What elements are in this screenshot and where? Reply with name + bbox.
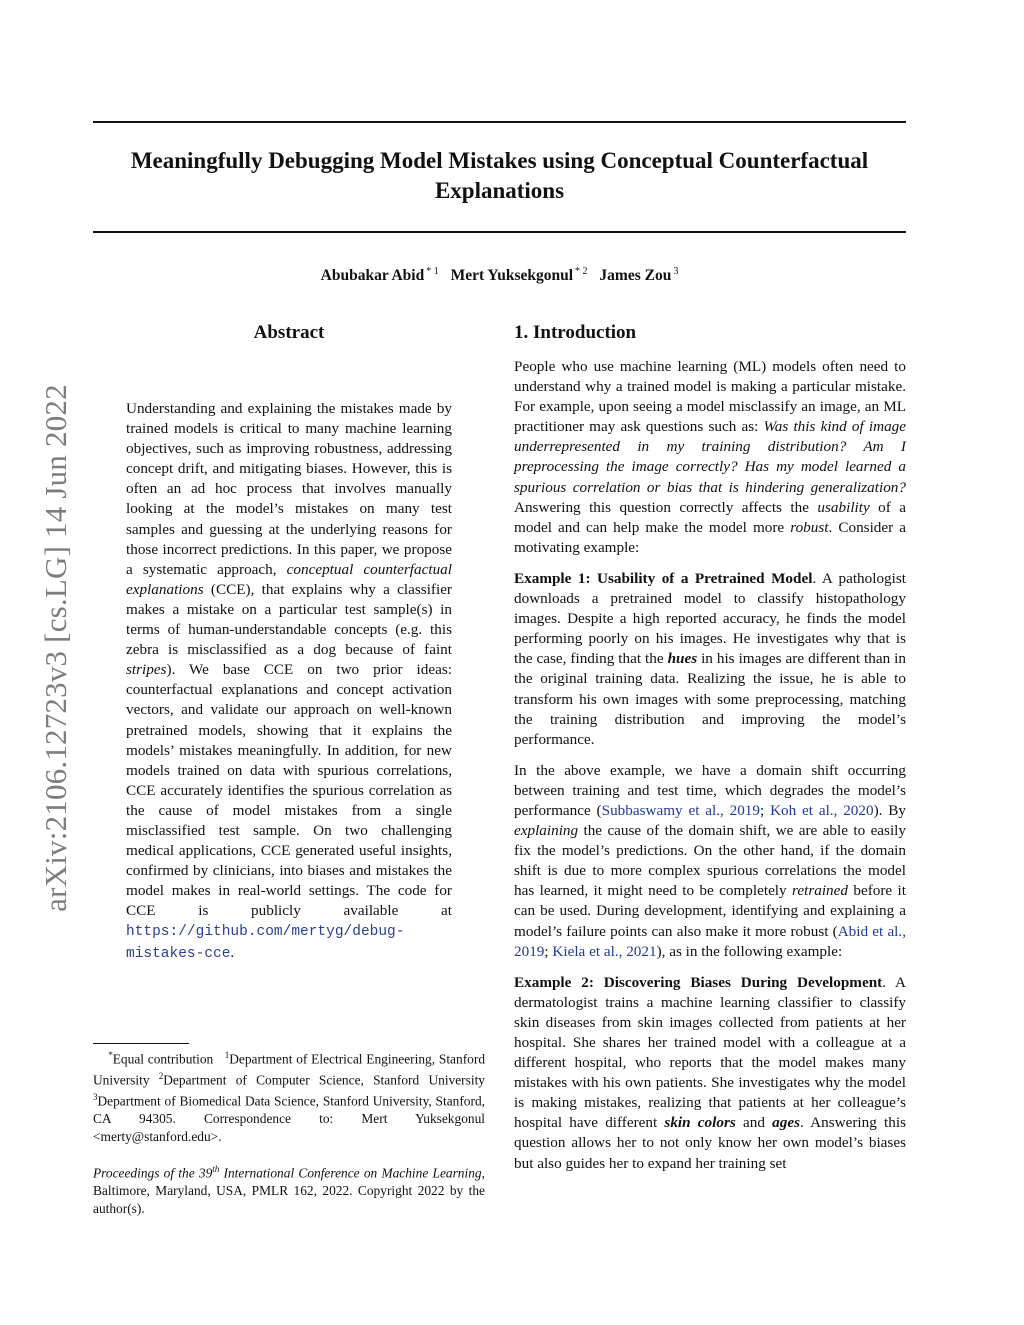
example-label: Example 1: Usability of a Pretrained Model (514, 569, 813, 587)
body-emphasis: explaining (514, 822, 579, 840)
body-text: . A dermatologist trains a machine learning classifier to classify skin diseases from skin images collected from patients at her hospital. She shares her trained model with a colleague at a different hospital, who reports that the model makes many mistakes with his own patients. She investigates why the model is making mistakes, realizing that patients at her colleague’s hospital have different (514, 973, 906, 1132)
body-text: the cause of the domain shift, we are able to easily fix the model’s predictions. On the other hand, if the domain shift is due to more complex spurious correlations the model has learned, it might need to be completely (514, 822, 906, 900)
example-1-paragraph (514, 569, 906, 750)
body-emphasis: hues (667, 650, 698, 668)
citation-link[interactable]: Kiela et al., 2021 (552, 942, 657, 960)
paper-title (93, 146, 906, 206)
body-text: In the above example, we have a domain shift occurring between training and test time, which degrades the model’s performance ( (514, 761, 906, 819)
footnotes (93, 1047, 485, 1234)
abstract-heading: Abstract (253, 322, 325, 343)
author-affiliation-mark: 3 (673, 266, 679, 277)
footnote-text: Department of Computer Science, Stanford University (163, 1072, 485, 1088)
footnote-mark: th (212, 1164, 220, 1175)
body-emphasis: usability (817, 498, 870, 516)
footnote-text: , Baltimore, Maryland, USA, PMLR 162, 2022. Copyright 2022 by the author(s). (93, 1165, 485, 1217)
example-2-paragraph (514, 973, 906, 1174)
introduction-heading: 1. Introduction (514, 322, 637, 343)
citation-link[interactable]: Subbaswamy et al., 2019 (601, 801, 760, 819)
body-text: ; (760, 801, 771, 819)
author-name: Abubakar Abid (320, 267, 425, 285)
author-affiliation-mark: * 1 (426, 266, 439, 277)
body-text: before it can be used. During development, identifying and explaining a model’s failure points can also make it more robust ( (514, 882, 906, 940)
abstract-text: ). We base CCE on two prior ideas: counterfactual explanations and concept activation vectors, and validate our approach on well-known pretrained models, showing that it explains the models’ mistakes meaningfully. In addition, for new models trained on data with spurious correlations, CCE accurately identifies the spurious correlation as the cause of model mistakes from a single misclassified test sample. On two challenging medical applications, CCE generated useful insights, confirmed by clinicians, into biases and mistakes the model makes in real-world settings. The code for CCE is publicly available at (126, 661, 452, 920)
footnote-text: Department of Biomedical Data Science, Stanford University, Stanford, CA 94305. Correspondence to: Mert Yuksekgonul <merty@stanford.edu>. (93, 1093, 485, 1144)
title-line-1: Meaningfully Debugging Model Mistakes using Conceptual Counterfactual (130, 148, 869, 173)
body-text: . Consider a motivating example: (514, 518, 906, 556)
body-text: ; (544, 942, 553, 960)
citation-link[interactable]: Abid et al., 2019 (514, 922, 907, 960)
body-emphasis: skin colors (664, 1114, 736, 1132)
footnote-mark: 3 (93, 1092, 98, 1103)
footnote-text: Proceedings of the 39 (93, 1165, 213, 1181)
abstract-paragraph (126, 399, 452, 964)
body-text: . Answering this question allows her to not only know her own model’s biases but also guides her to expand her training set (514, 1114, 906, 1172)
body-text: ). By (873, 801, 906, 819)
body-text: People who use machine learning (ML) models often need to understand why a trained model is making a particular mistake. For example, upon seeing a model misclassify an image, an ML practitioner may ask questions such as: (514, 358, 906, 436)
abstract-text: (CCE), that explains why a classifier makes a mistake on a particular test sample(s) in terms of human-understandable concepts (e.g. this zebra is misclassified as a dog because of faint (126, 580, 452, 659)
body-text: Answering this question correctly affects the (514, 498, 818, 516)
abstract-text: Understanding and explaining the mistakes made by trained models is critical to many machine learning objectives, such as improving robustness, addressing concept drift, and mitigating biases. However, this is often an ad hoc process that involves manually looking at the model’s mistakes on many test samples and guessing at the underlying reasons for those incorrect predictions. In this paper, we propose a systematic approach, (126, 400, 452, 578)
top-rule (93, 121, 906, 123)
proceedings-footnote (93, 1161, 485, 1217)
body-text: in his images are different than in the original training data. Realizing the issue, he is able to transform his own images with some preprocessing, matching the training distribution and improving the model’s performance. (514, 650, 906, 748)
body-text: of a model and can help make the model more (514, 498, 906, 536)
author-name: Mert Yuksekgonul (450, 267, 574, 285)
footnote-mark: 2 (158, 1071, 164, 1082)
abstract-emphasis: stripes (126, 661, 167, 679)
body-emphasis: ages (772, 1114, 800, 1132)
title-line-2: Explanations (434, 178, 565, 203)
footnote-mark: * (108, 1050, 113, 1060)
abstract-body (126, 399, 452, 964)
footnote-text: Equal contribution (112, 1051, 214, 1067)
bottom-rule (93, 231, 906, 233)
footnote-text: International Conference on Machine Learning (219, 1165, 482, 1181)
abstract-text: . (230, 943, 235, 961)
footnote-rule (93, 1043, 189, 1044)
intro-paragraph-1 (514, 357, 906, 558)
body-emphasis: retrained (792, 882, 848, 900)
author-name: James Zou (599, 267, 672, 285)
arxiv-identifier-watermark: arXiv:2106.12723v3 [cs.LG] 14 Jun 2022 (38, 384, 73, 912)
example-label: Example 2: Discovering Biases During Development (514, 973, 883, 991)
code-url-link[interactable]: https://github.com/mertyg/debug-mistakes-cce (126, 924, 405, 962)
affiliation-footnote (93, 1047, 485, 1145)
body-emphasis: robust (790, 518, 829, 536)
intro-paragraph-3 (514, 761, 906, 962)
citation-link[interactable]: Koh et al., 2020 (770, 801, 874, 819)
footnote-mark: 1 (224, 1050, 230, 1060)
body-text: ), as in the following example: (656, 942, 843, 960)
body-text: . A pathologist downloads a pretrained model to classify histopathology images. Despite a high reported accuracy, he finds the model performing poorly on his images. He investigates why that is the case, finding that the (514, 569, 906, 668)
author-list (93, 266, 906, 285)
footnote-text: Department of Electrical Engineering, Stanford University (93, 1051, 486, 1088)
body-emphasis: Was this kind of image underrepresented in my training distribution? Am I preprocessing the image correctly? Has my model learned a spurious correlation or bias that is hindering generalization? (514, 418, 907, 496)
author-affiliation-mark: * 2 (575, 266, 588, 277)
abstract-emphasis: conceptual counterfactual explanations (126, 560, 452, 598)
introduction-body (514, 357, 906, 1185)
body-text: and (735, 1114, 773, 1132)
